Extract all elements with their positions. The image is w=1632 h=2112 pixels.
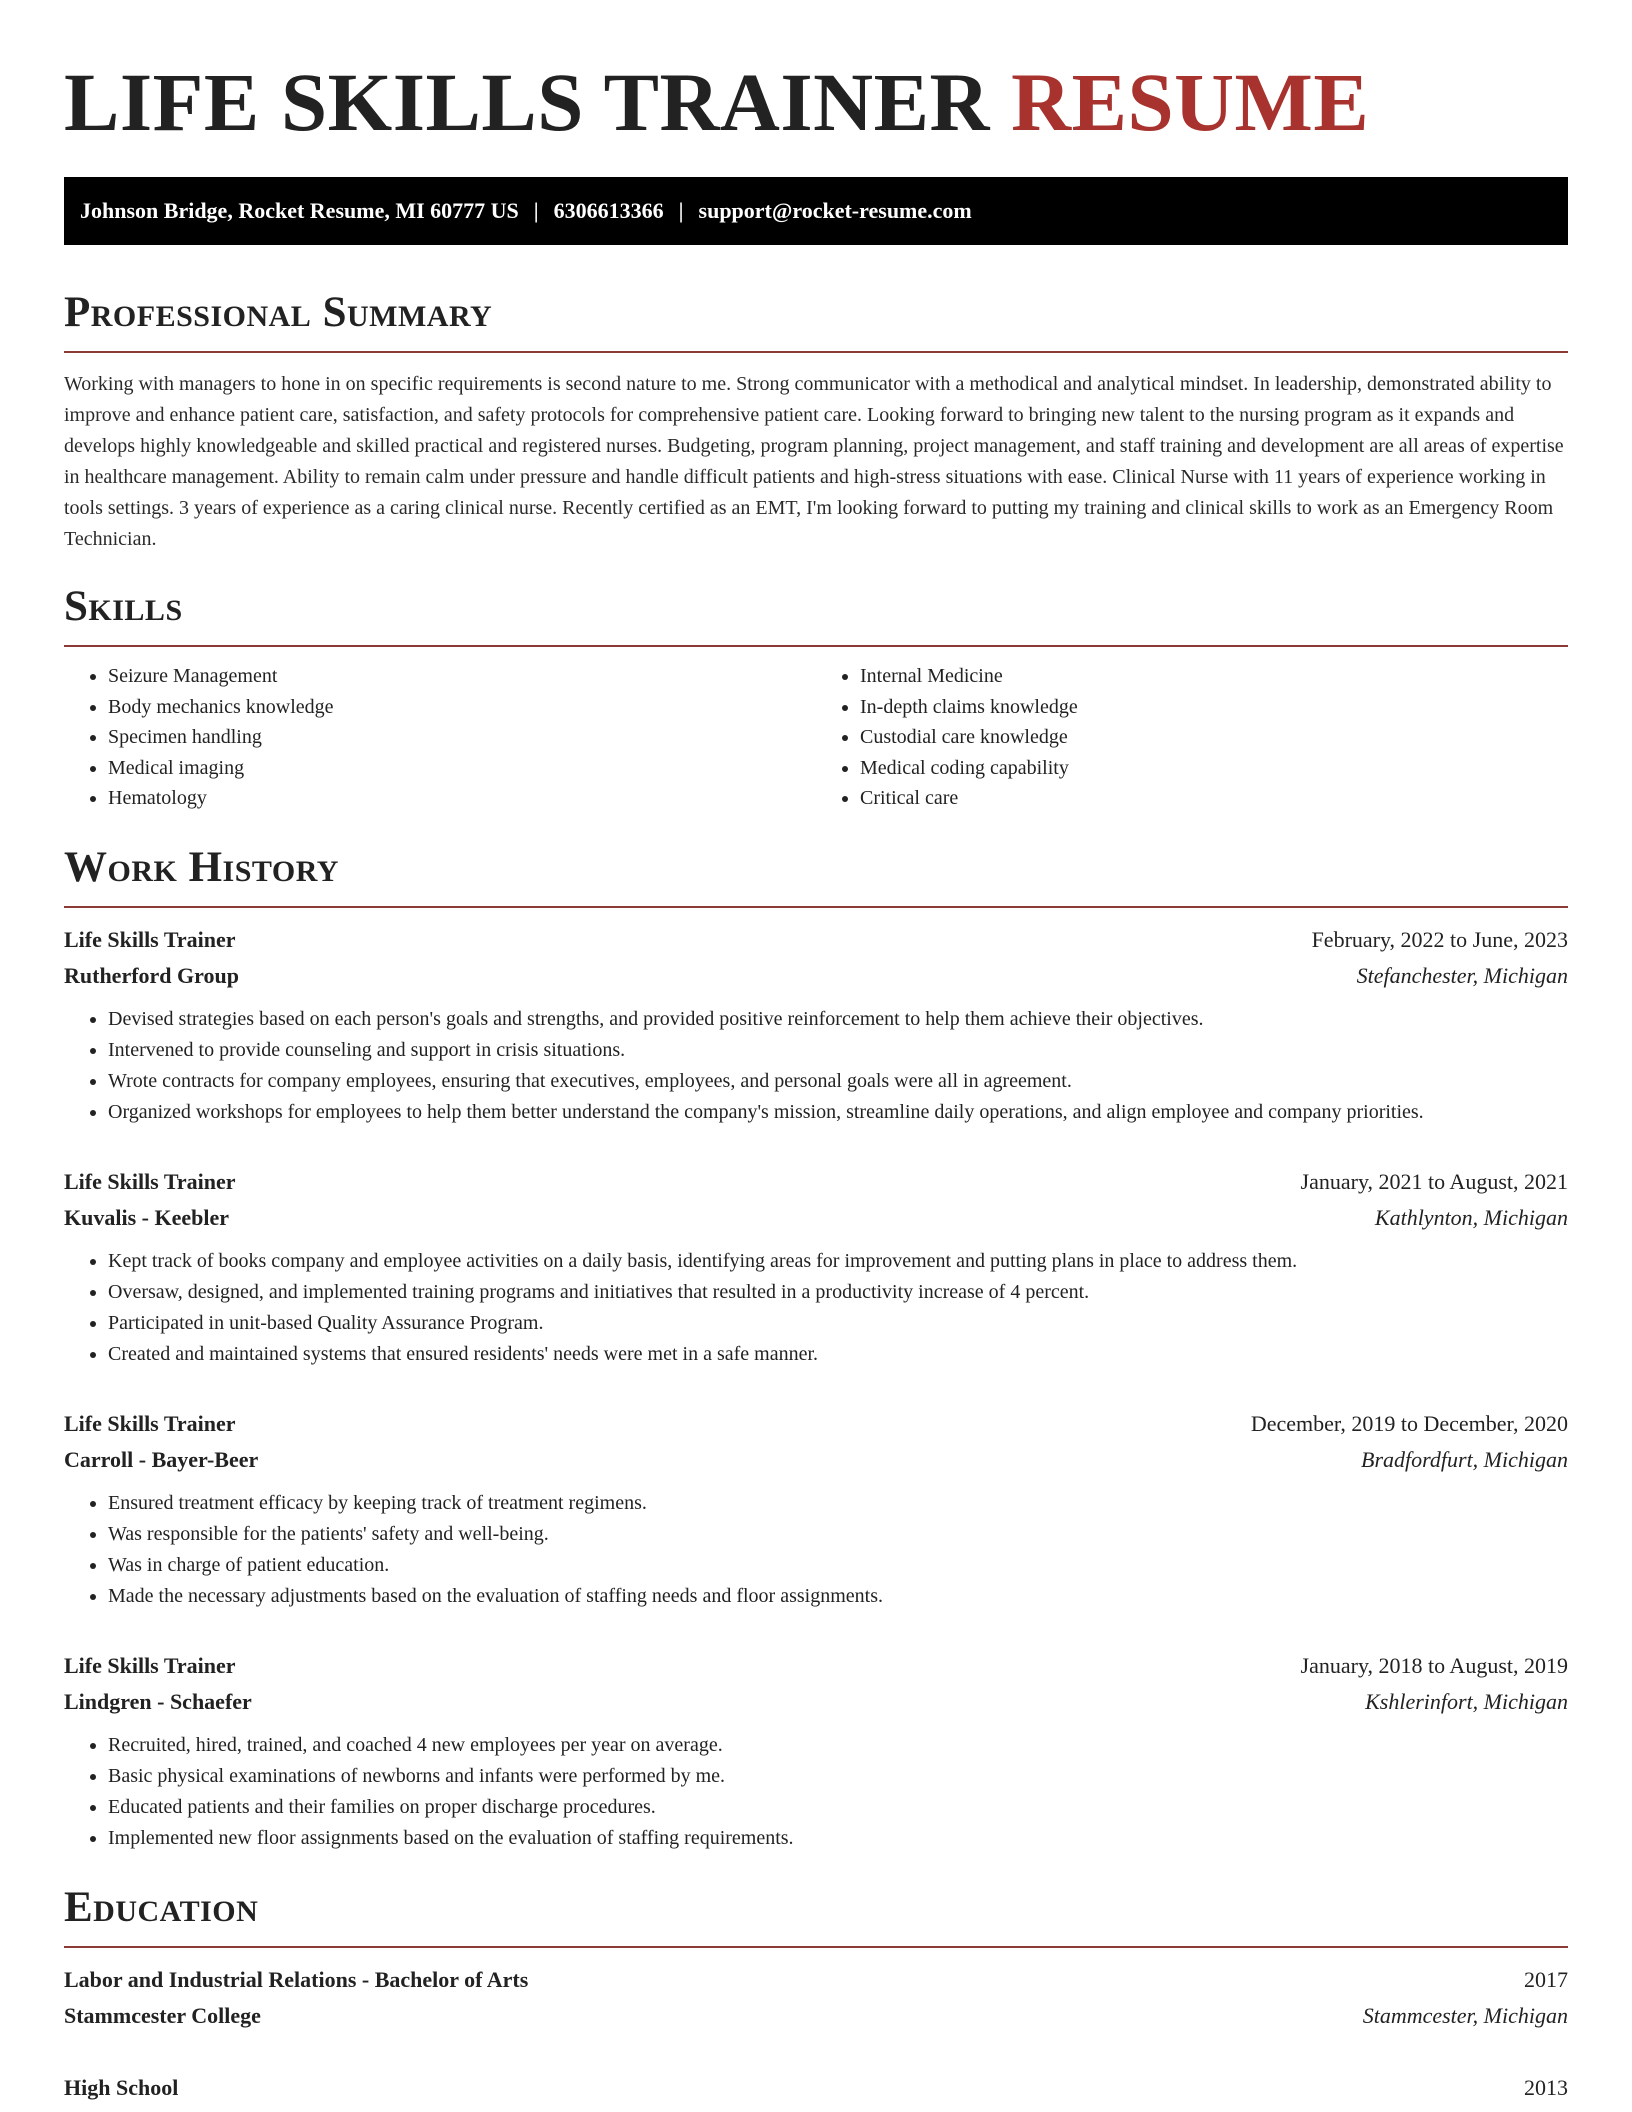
job-company: Kuvalis - Keebler xyxy=(64,1204,229,1230)
skills-heading: Skills xyxy=(64,581,1568,647)
skill-item: • Body mechanics knowledge xyxy=(108,692,816,723)
job-entry xyxy=(64,1406,1568,1612)
education-degree: High School xyxy=(64,2074,179,2100)
skill-item: • Medical coding capability xyxy=(860,753,1568,784)
skill-item: • Custodial care knowledge xyxy=(860,722,1568,753)
skills-columns xyxy=(64,661,1568,814)
job-company: Lindgren - Schaefer xyxy=(64,1688,252,1714)
work-history-section xyxy=(64,842,1568,1854)
education-degree: Labor and Industrial Relations - Bachelor of Arts xyxy=(64,1966,529,1992)
job-dates: January, 2018 to August, 2019 xyxy=(1300,1652,1568,1678)
skills-list-left xyxy=(64,661,816,814)
job-bullet: • Basic physical examinations of newborns and infants were performed by me. xyxy=(108,1761,1568,1792)
education-body xyxy=(64,1962,1568,2106)
resume-title xyxy=(64,0,1568,152)
job-bullet: • Intervened to provide counseling and support in crisis situations. xyxy=(108,1035,1568,1066)
skills-list-right xyxy=(816,661,1568,814)
work-history-heading: Work History xyxy=(64,842,1568,908)
job-bullet: • Created and maintained systems that ensured residents' needs were met in a safe manner. xyxy=(108,1339,1568,1370)
education-entry xyxy=(64,2070,1568,2106)
job-bullets xyxy=(64,1730,1568,1854)
education-heading: Education xyxy=(64,1882,1568,1948)
skill-item: • In-depth claims knowledge xyxy=(860,692,1568,723)
job-location: Kshlerinfort, Michigan xyxy=(1365,1688,1568,1714)
job-bullet: • Implemented new floor assignments based on the evaluation of staffing requirements. xyxy=(108,1823,1568,1854)
education-location: Stammcester, Michigan xyxy=(1362,2002,1568,2028)
job-title: Life Skills Trainer xyxy=(64,1652,236,1678)
contact-bar xyxy=(64,177,1568,245)
job-location: Kathlynton, Michigan xyxy=(1374,1204,1568,1230)
job-title: Life Skills Trainer xyxy=(64,926,236,952)
skills-section xyxy=(64,581,1568,814)
education-year: 2017 xyxy=(1524,1966,1568,1992)
job-bullet: • Was responsible for the patients' safety and well-being. xyxy=(108,1519,1568,1550)
job-bullet: • Educated patients and their families on proper discharge procedures. xyxy=(108,1792,1568,1823)
job-bullets xyxy=(64,1004,1568,1128)
skill-item: • Internal Medicine xyxy=(860,661,1568,692)
education-entry xyxy=(64,1962,1568,2034)
work-history-body xyxy=(64,922,1568,1854)
title-main: LIFE SKILLS TRAINER xyxy=(64,56,990,148)
summary-heading: Professional Summary xyxy=(64,287,1568,353)
education-section xyxy=(64,1882,1568,2106)
job-bullet: • Ensured treatment efficacy by keeping track of treatment regimens. xyxy=(108,1488,1568,1519)
education-school: Stammcester College xyxy=(64,2002,261,2028)
job-entry xyxy=(64,1164,1568,1370)
summary-section xyxy=(64,287,1568,555)
summary-text: Working with managers to hone in on specific requirements is second nature to me. Strong communicator with a methodical and analytical mindset. In leadership, demonstrated ability to improve and enhance patient care, satisfaction, and safety protocols for comprehensive patient care. Looking forward to bringing new talent to the nursing program as it expands and develops highly knowledgeable and skilled practical and registered nurses. Budgeting, program planning, project management, and staff training and development are all areas of expertise in healthcare management. Ability to remain calm under pressure and handle difficult patients and high-stress situations with ease. Clinical Nurse with 11 years of experience working in tools settings. 3 years of experience as a caring clinical nurse. Recently certified as an EMT, I'm looking forward to putting my training and clinical skills to work as an Emergency Room Technician. xyxy=(64,373,1564,550)
job-bullet: • Was in charge of patient education. xyxy=(108,1550,1568,1581)
job-bullet: • Made the necessary adjustments based on the evaluation of staffing needs and floor assignments. xyxy=(108,1581,1568,1612)
contact-email[interactable]: support@rocket-resume.com xyxy=(698,198,972,223)
job-location: Stefanchester, Michigan xyxy=(1356,962,1568,988)
job-bullet: • Participated in unit-based Quality Assurance Program. xyxy=(108,1308,1568,1339)
job-bullets xyxy=(64,1488,1568,1612)
job-bullet: • Wrote contracts for company employees, ensuring that executives, employees, and personal goals were all in agreement. xyxy=(108,1066,1568,1097)
job-title: Life Skills Trainer xyxy=(64,1168,236,1194)
job-company: Carroll - Bayer-Beer xyxy=(64,1446,259,1472)
contact-address: Johnson Bridge, Rocket Resume, MI 60777 US xyxy=(80,198,519,223)
title-accent: RESUME xyxy=(1011,56,1370,148)
job-dates: January, 2021 to August, 2021 xyxy=(1300,1168,1568,1194)
skill-item: • Medical imaging xyxy=(108,753,816,784)
skill-item: • Critical care xyxy=(860,783,1568,814)
job-bullet: • Devised strategies based on each person's goals and strengths, and provided positive reinforcement to help them achieve their objectives. xyxy=(108,1004,1568,1035)
skill-item: • Hematology xyxy=(108,783,816,814)
job-location: Bradfordfurt, Michigan xyxy=(1361,1446,1568,1472)
job-bullet: • Kept track of books company and employee activities on a daily basis, identifying areas for improvement and putting plans in place to address them. xyxy=(108,1246,1568,1277)
job-company: Rutherford Group xyxy=(64,962,239,988)
contact-separator: | xyxy=(678,198,684,223)
job-dates: December, 2019 to December, 2020 xyxy=(1250,1410,1568,1436)
job-title: Life Skills Trainer xyxy=(64,1410,236,1436)
job-bullet: • Organized workshops for employees to help them better understand the company's mission, streamline daily operations, and align employee and company priorities. xyxy=(108,1097,1568,1128)
skill-item: • Specimen handling xyxy=(108,722,816,753)
job-dates: February, 2022 to June, 2023 xyxy=(1311,926,1568,952)
job-bullet: • Recruited, hired, trained, and coached 4 new employees per year on average. xyxy=(108,1730,1568,1761)
job-entry xyxy=(64,922,1568,1128)
job-entry xyxy=(64,1648,1568,1854)
education-year: 2013 xyxy=(1524,2074,1568,2100)
contact-phone: 6306613366 xyxy=(553,198,664,223)
job-bullets xyxy=(64,1246,1568,1370)
skill-item: • Seizure Management xyxy=(108,661,816,692)
job-bullet: • Oversaw, designed, and implemented training programs and initiatives that resulted in a productivity increase of 4 percent. xyxy=(108,1277,1568,1308)
contact-separator: | xyxy=(533,198,539,223)
